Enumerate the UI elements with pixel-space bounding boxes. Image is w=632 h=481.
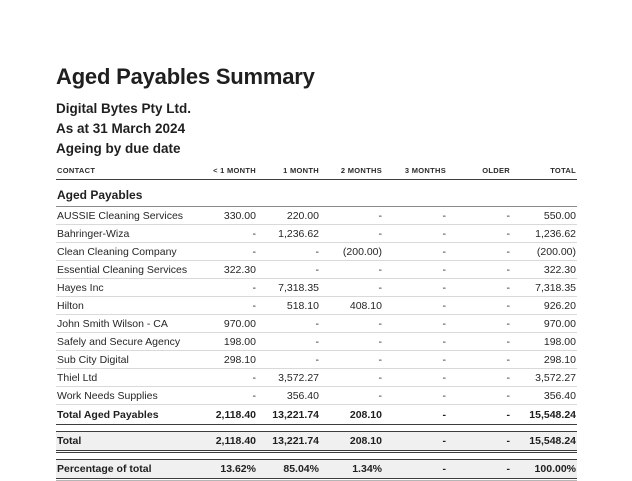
amount-cell: - bbox=[194, 279, 257, 297]
row-spacer bbox=[56, 425, 577, 432]
row-spacer bbox=[56, 453, 577, 460]
amount-cell: 208.10 bbox=[320, 432, 383, 451]
amount-cell: 3,572.27 bbox=[257, 369, 320, 387]
amount-cell: 13,221.74 bbox=[257, 405, 320, 425]
amount-cell: 926.20 bbox=[511, 297, 577, 315]
amount-cell: 322.30 bbox=[194, 261, 257, 279]
amount-cell: 518.10 bbox=[257, 297, 320, 315]
table-row bbox=[56, 315, 577, 333]
amount-cell: 356.40 bbox=[511, 387, 577, 405]
amount-cell: 2,118.40 bbox=[194, 432, 257, 451]
amount-cell: 220.00 bbox=[257, 207, 320, 225]
subtotal-label: Total Aged Payables bbox=[56, 405, 194, 425]
amount-cell: - bbox=[320, 279, 383, 297]
table-row bbox=[56, 279, 577, 297]
amount-cell: - bbox=[447, 369, 511, 387]
amount-cell: - bbox=[383, 207, 447, 225]
amount-cell: - bbox=[383, 460, 447, 479]
amount-cell: - bbox=[447, 387, 511, 405]
amount-cell: 970.00 bbox=[194, 315, 257, 333]
amount-cell: - bbox=[320, 369, 383, 387]
contact-cell: Sub City Digital bbox=[56, 351, 194, 369]
amount-cell: - bbox=[447, 315, 511, 333]
amount-cell: 7,318.35 bbox=[511, 279, 577, 297]
aged-payables-table bbox=[56, 166, 577, 481]
double-rule bbox=[56, 479, 577, 481]
table-row bbox=[56, 369, 577, 387]
amount-cell: 970.00 bbox=[511, 315, 577, 333]
column-header: 1 MONTH bbox=[257, 166, 320, 180]
amount-cell: 85.04% bbox=[257, 460, 320, 479]
amount-cell: 298.10 bbox=[511, 351, 577, 369]
amount-cell: - bbox=[383, 225, 447, 243]
report-date-line: As at 31 March 2024 bbox=[56, 121, 186, 136]
contact-cell: John Smith Wilson - CA bbox=[56, 315, 194, 333]
amount-cell: - bbox=[320, 261, 383, 279]
amount-cell: 15,548.24 bbox=[511, 405, 577, 425]
amount-cell: - bbox=[447, 297, 511, 315]
row-spacer bbox=[56, 453, 577, 460]
amount-cell: 330.00 bbox=[194, 207, 257, 225]
column-header: < 1 MONTH bbox=[194, 166, 257, 180]
amount-cell: - bbox=[383, 261, 447, 279]
amount-cell: 298.10 bbox=[194, 351, 257, 369]
amount-cell: 198.00 bbox=[194, 333, 257, 351]
table-row bbox=[56, 351, 577, 369]
amount-cell: - bbox=[257, 243, 320, 261]
contact-cell: Bahringer-Wiza bbox=[56, 225, 194, 243]
contact-cell: Essential Cleaning Services bbox=[56, 261, 194, 279]
amount-cell: - bbox=[383, 405, 447, 425]
amount-cell: - bbox=[320, 351, 383, 369]
table-row bbox=[56, 225, 577, 243]
amount-cell: - bbox=[320, 315, 383, 333]
amount-cell: - bbox=[194, 225, 257, 243]
amount-cell: - bbox=[447, 243, 511, 261]
amount-cell: - bbox=[447, 460, 511, 479]
column-header: 3 MONTHS bbox=[383, 166, 447, 180]
amount-cell: - bbox=[383, 432, 447, 451]
amount-cell: - bbox=[194, 243, 257, 261]
amount-cell: 208.10 bbox=[320, 405, 383, 425]
amount-cell: 13.62% bbox=[194, 460, 257, 479]
amount-cell: (200.00) bbox=[320, 243, 383, 261]
amount-cell: 13,221.74 bbox=[257, 432, 320, 451]
table-row bbox=[56, 243, 577, 261]
amount-cell: - bbox=[383, 279, 447, 297]
amount-cell: - bbox=[383, 351, 447, 369]
table-row bbox=[56, 333, 577, 351]
amount-cell: - bbox=[447, 432, 511, 451]
amount-cell: - bbox=[194, 297, 257, 315]
amount-cell: 1.34% bbox=[320, 460, 383, 479]
amount-cell: 1,236.62 bbox=[511, 225, 577, 243]
total-label: Total bbox=[56, 432, 194, 451]
table-row bbox=[56, 207, 577, 225]
contact-cell: Safely and Secure Agency bbox=[56, 333, 194, 351]
table-row bbox=[56, 387, 577, 405]
amount-cell: - bbox=[194, 369, 257, 387]
amount-cell: 7,318.35 bbox=[257, 279, 320, 297]
contact-cell: Thiel Ltd bbox=[56, 369, 194, 387]
amount-cell: - bbox=[447, 207, 511, 225]
amount-cell: - bbox=[383, 387, 447, 405]
amount-cell: 408.10 bbox=[320, 297, 383, 315]
amount-cell: - bbox=[383, 315, 447, 333]
amount-cell: - bbox=[447, 333, 511, 351]
amount-cell: - bbox=[447, 405, 511, 425]
contact-cell: Clean Cleaning Company bbox=[56, 243, 194, 261]
amount-cell: - bbox=[383, 243, 447, 261]
amount-cell: - bbox=[447, 261, 511, 279]
table-row bbox=[56, 460, 577, 479]
amount-cell: 550.00 bbox=[511, 207, 577, 225]
amount-cell: - bbox=[257, 351, 320, 369]
ageing-basis-line: Ageing by due date bbox=[56, 141, 181, 156]
column-header: 2 MONTHS bbox=[320, 166, 383, 180]
amount-cell: - bbox=[383, 297, 447, 315]
amount-cell: 3,572.27 bbox=[511, 369, 577, 387]
amount-cell: - bbox=[257, 261, 320, 279]
table-row bbox=[56, 432, 577, 451]
company-name: Digital Bytes Pty Ltd. bbox=[56, 101, 192, 116]
contact-cell: Work Needs Supplies bbox=[56, 387, 194, 405]
double-rule bbox=[56, 479, 577, 481]
amount-cell: - bbox=[320, 225, 383, 243]
amount-cell: - bbox=[320, 387, 383, 405]
amount-cell: - bbox=[257, 315, 320, 333]
table-row bbox=[56, 261, 577, 279]
report-title: Aged Payables Summary bbox=[56, 64, 315, 89]
amount-cell: - bbox=[194, 387, 257, 405]
percentage-label: Percentage of total bbox=[56, 460, 194, 479]
contact-cell: AUSSIE Cleaning Services bbox=[56, 207, 194, 225]
column-header: OLDER bbox=[447, 166, 511, 180]
row-spacer bbox=[56, 425, 577, 432]
table-row bbox=[56, 405, 577, 425]
amount-cell: 15,548.24 bbox=[511, 432, 577, 451]
section-heading-row bbox=[56, 180, 577, 207]
amount-cell: - bbox=[320, 333, 383, 351]
amount-cell: 356.40 bbox=[257, 387, 320, 405]
column-header: TOTAL bbox=[511, 166, 577, 180]
contact-cell: Hayes Inc bbox=[56, 279, 194, 297]
column-header: CONTACT bbox=[56, 166, 194, 180]
table-row bbox=[56, 297, 577, 315]
amount-cell: - bbox=[447, 351, 511, 369]
amount-cell: 322.30 bbox=[511, 261, 577, 279]
amount-cell: - bbox=[383, 369, 447, 387]
amount-cell: (200.00) bbox=[511, 243, 577, 261]
amount-cell: - bbox=[320, 207, 383, 225]
amount-cell: 2,118.40 bbox=[194, 405, 257, 425]
table-header-row bbox=[56, 166, 577, 180]
section-heading: Aged Payables bbox=[56, 180, 577, 207]
amount-cell: 1,236.62 bbox=[257, 225, 320, 243]
amount-cell: - bbox=[257, 333, 320, 351]
contact-cell: Hilton bbox=[56, 297, 194, 315]
amount-cell: 198.00 bbox=[511, 333, 577, 351]
amount-cell: - bbox=[447, 279, 511, 297]
amount-cell: - bbox=[383, 333, 447, 351]
amount-cell: - bbox=[447, 225, 511, 243]
amount-cell: 100.00% bbox=[511, 460, 577, 479]
